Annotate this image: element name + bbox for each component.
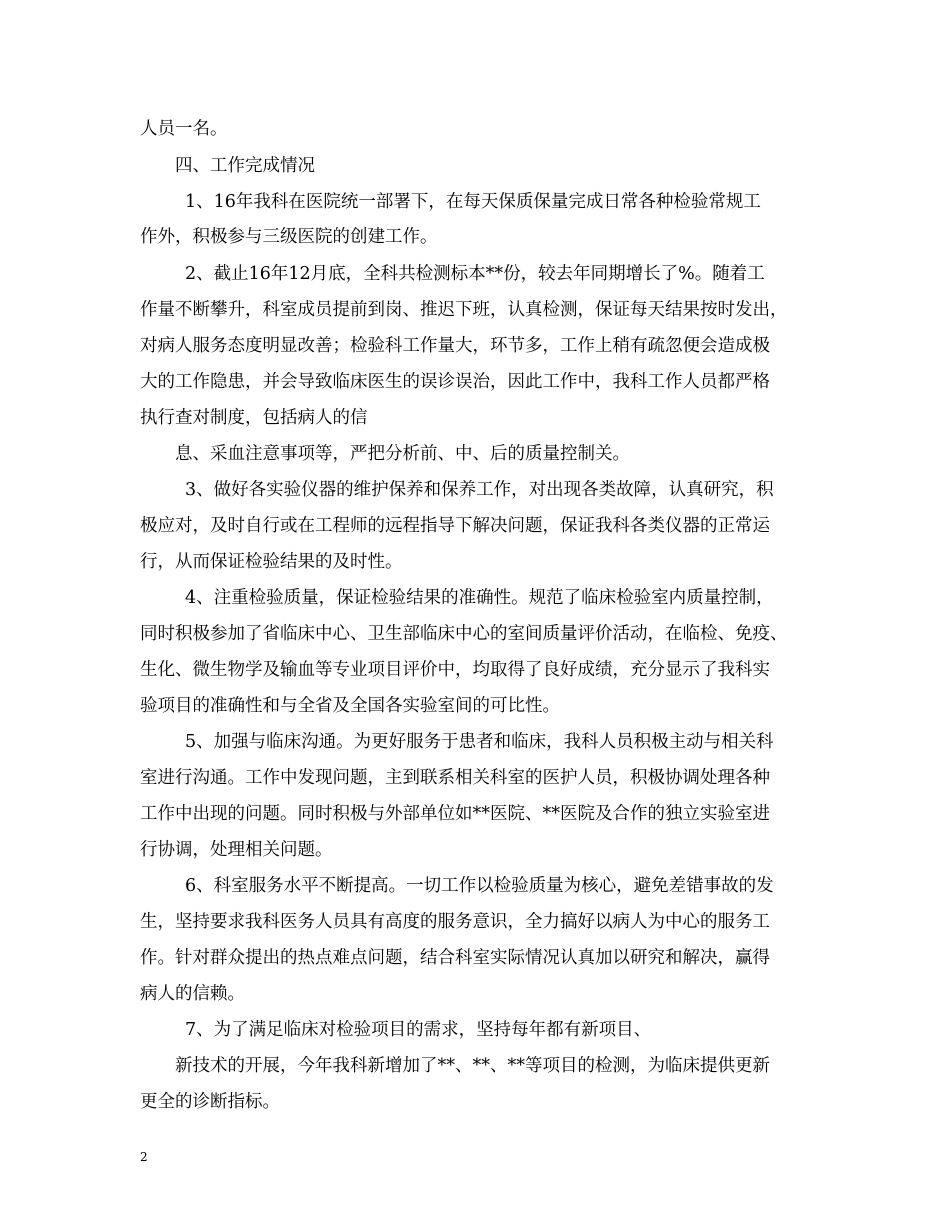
text-line: 2、截止16年12月底，全科共检测标本**份，较去年同期增长了%。随着工 [185,264,765,284]
text-line: 6、科室服务水平不断提高。一切工作以检验质量为核心，避免差错事故的发 [185,876,774,896]
text-line: 作外，积极参与三级医院的创建工作。 [140,227,438,247]
text-line: 工作中出现的问题。同时积极与外部单位如**医院、**医院及合作的独立实验室进 [140,804,770,824]
text-line: 执行查对制度，包括病人的信 [140,408,368,428]
text-line: 生，坚持要求我科医务人员具有高度的服务意识，全力搞好以病人为中心的服务工 [140,912,770,932]
text-line: 大的工作隐患，并会导致临床医生的误诊误治，因此工作中，我科工作人员都严格 [140,372,770,392]
text-line: 同时积极参加了省临床中心、卫生部临床中心的室间质量评价活动，在临检、免疫、 [140,624,788,644]
text-line: 对病人服务态度明显改善；检验科工作量大，环节多，工作上稍有疏忽便会造成极 [140,336,770,356]
text-line: 验项目的准确性和与全省及全国各实验室间的可比性。 [140,696,560,716]
text-line: 新技术的开展，今年我科新增加了**、**、**等项目的检测，为临床提供更新 [175,1056,770,1076]
text-line: 7、为了满足临床对检验项目的需求，坚持每年都有新项目、 [185,1020,652,1040]
page-number: 2 [140,1150,148,1164]
text-line: 病人的信赖。 [140,984,245,1004]
text-line: 人员一名。 [140,119,228,139]
text-line: 更全的诊断指标。 [140,1092,280,1112]
text-line: 行，从而保证检验结果的及时性。 [140,552,403,572]
section-heading: 四、工作完成情况 [175,156,315,176]
text-line: 作。针对群众提出的热点难点问题，结合科室实际情况认真加以研究和解决，赢得 [140,948,770,968]
text-line: 作量不断攀升，科室成员提前到岗、推迟下班，认真检测，保证每天结果按时发出， [140,300,788,320]
text-line: 5、加强与临床沟通。为更好服务于患者和临床，我科人员积极主动与相关科 [185,732,774,752]
text-line: 息、采血注意事项等，严把分析前、中、后的质量控制关。 [175,444,630,464]
text-line: 1、16年我科在医院统一部署下，在每天保质保量完成日常各种检验常规工 [185,192,761,212]
text-line: 室进行沟通。工作中发现问题，主到联系相关科室的医护人员，积极协调处理各种 [140,768,770,788]
text-line: 生化、微生物学及输血等专业项目评价中，均取得了良好成绩，充分显示了我科实 [140,660,770,680]
text-line: 4、注重检验质量，保证检验结果的准确性。规范了临床检验室内质量控制， [185,588,774,608]
text-line: 极应对，及时自行或在工程师的远程指导下解决问题，保证我科各类仪器的正常运 [140,516,770,536]
text-line: 行协调，处理相关问题。 [140,840,333,860]
text-line: 3、做好各实验仪器的维护保养和保养工作，对出现各类故障，认真研究，积 [185,480,774,500]
